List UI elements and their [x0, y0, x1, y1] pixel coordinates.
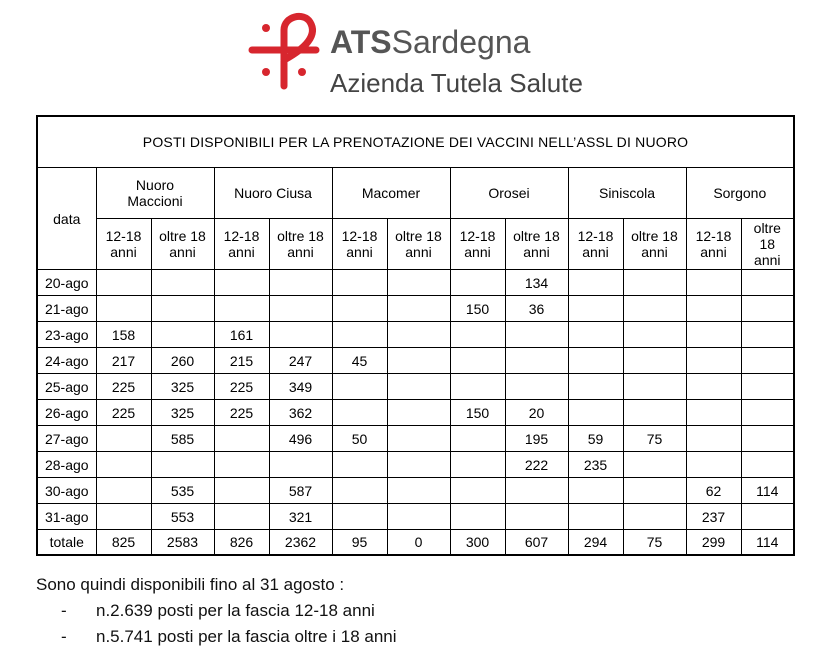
slot-count-cell	[741, 426, 794, 452]
vaccine-slots-table	[36, 115, 795, 556]
slot-count-cell: 235	[568, 452, 623, 478]
bullet-dash: -	[61, 627, 67, 646]
slot-count-cell	[741, 452, 794, 478]
slot-count-cell	[686, 348, 741, 374]
slot-count-cell: 50	[332, 426, 387, 452]
slot-count-cell: 75	[623, 426, 686, 452]
brand-rest: Sardegna	[391, 24, 531, 60]
location-header: Siniscola	[568, 168, 686, 219]
row-date: 20-ago	[37, 270, 96, 296]
brand-bold: ATS	[330, 24, 392, 60]
slot-count-cell	[741, 504, 794, 530]
slot-count-cell	[568, 478, 623, 504]
slot-count-cell: 59	[568, 426, 623, 452]
slot-count-cell: 237	[686, 504, 741, 530]
age-header: oltre 18 anni	[505, 219, 568, 270]
slot-count-cell	[450, 270, 505, 296]
slot-count-cell: 553	[151, 504, 214, 530]
total-cell: 75	[623, 530, 686, 556]
footer-summary	[36, 572, 397, 650]
slot-count-cell	[269, 296, 332, 322]
slot-count-cell	[505, 322, 568, 348]
slot-count-cell	[387, 504, 450, 530]
location-header: Macomer	[332, 168, 450, 219]
table-row	[37, 374, 794, 400]
slot-count-cell	[214, 478, 269, 504]
slot-count-cell	[741, 348, 794, 374]
slot-count-cell	[387, 478, 450, 504]
table-row	[37, 322, 794, 348]
slot-count-cell	[623, 348, 686, 374]
age-header-row	[37, 219, 794, 270]
age-header: 12-18 anni	[568, 219, 623, 270]
slot-count-cell: 225	[96, 374, 151, 400]
summary-text: n.5.741 posti per la fascia oltre i 18 anni	[96, 627, 397, 646]
table-row	[37, 348, 794, 374]
location-header: Orosei	[450, 168, 568, 219]
total-cell: 825	[96, 530, 151, 556]
slot-count-cell	[741, 374, 794, 400]
slot-count-cell: 161	[214, 322, 269, 348]
slot-count-cell	[96, 452, 151, 478]
total-cell: 0	[387, 530, 450, 556]
location-header: Nuoro Ciusa	[214, 168, 332, 219]
slot-count-cell: 150	[450, 296, 505, 322]
age-header: 12-18 anni	[96, 219, 151, 270]
slot-count-cell	[387, 270, 450, 296]
slot-count-cell: 496	[269, 426, 332, 452]
slot-count-cell: 225	[214, 374, 269, 400]
total-cell: 114	[741, 530, 794, 556]
slot-count-cell	[151, 296, 214, 322]
slot-count-cell	[96, 296, 151, 322]
age-header: 12-18 anni	[214, 219, 269, 270]
slot-count-cell	[332, 504, 387, 530]
slot-count-cell	[387, 426, 450, 452]
slot-count-cell	[332, 478, 387, 504]
slot-count-cell	[332, 270, 387, 296]
slot-count-cell	[686, 400, 741, 426]
table-body	[37, 270, 794, 556]
total-cell: 2362	[269, 530, 332, 556]
summary-intro: Sono quindi disponibili fino al 31 agosto :	[36, 575, 345, 594]
slot-count-cell: 36	[505, 296, 568, 322]
slot-count-cell: 134	[505, 270, 568, 296]
total-cell: 95	[332, 530, 387, 556]
slot-count-cell	[332, 400, 387, 426]
slot-count-cell	[623, 452, 686, 478]
slot-count-cell	[96, 504, 151, 530]
table-row	[37, 400, 794, 426]
slot-count-cell	[568, 348, 623, 374]
table-row	[37, 504, 794, 530]
slot-count-cell: 362	[269, 400, 332, 426]
slot-count-cell	[214, 504, 269, 530]
summary-text: n.2.639 posti per la fascia 12-18 anni	[96, 601, 375, 620]
row-date: 24-ago	[37, 348, 96, 374]
slot-count-cell	[505, 478, 568, 504]
bullet-dash: -	[61, 601, 67, 620]
slot-count-cell	[151, 270, 214, 296]
slot-count-cell	[741, 400, 794, 426]
slot-count-cell	[387, 452, 450, 478]
slot-count-cell: 45	[332, 348, 387, 374]
slot-count-cell	[332, 322, 387, 348]
slot-count-cell: 585	[151, 426, 214, 452]
slot-count-cell	[387, 322, 450, 348]
total-cell: 826	[214, 530, 269, 556]
table-row	[37, 426, 794, 452]
slot-count-cell	[387, 348, 450, 374]
slot-count-cell	[686, 296, 741, 322]
slot-count-cell	[741, 296, 794, 322]
slot-count-cell	[269, 322, 332, 348]
totals-row	[37, 530, 794, 556]
date-header: data	[37, 168, 96, 270]
total-cell: 2583	[151, 530, 214, 556]
row-date: 21-ago	[37, 296, 96, 322]
slot-count-cell	[151, 322, 214, 348]
slot-count-cell	[450, 452, 505, 478]
slot-count-cell	[623, 296, 686, 322]
total-cell: 299	[686, 530, 741, 556]
slot-count-cell: 217	[96, 348, 151, 374]
slot-count-cell: 247	[269, 348, 332, 374]
row-date: 25-ago	[37, 374, 96, 400]
slot-count-cell	[623, 478, 686, 504]
row-date: 27-ago	[37, 426, 96, 452]
slot-count-cell	[623, 270, 686, 296]
table-row	[37, 478, 794, 504]
location-header-row	[37, 168, 794, 219]
age-header: 12-18 anni	[450, 219, 505, 270]
age-header: oltre 18 anni	[151, 219, 214, 270]
row-date: 31-ago	[37, 504, 96, 530]
slot-count-cell	[686, 452, 741, 478]
age-header: oltre 18 anni	[741, 219, 794, 270]
slot-count-cell	[214, 426, 269, 452]
age-header: 12-18 anni	[332, 219, 387, 270]
row-date: 23-ago	[37, 322, 96, 348]
age-header: oltre 18 anni	[269, 219, 332, 270]
row-date: 28-ago	[37, 452, 96, 478]
slot-count-cell: 349	[269, 374, 332, 400]
slot-count-cell	[96, 426, 151, 452]
slot-count-cell	[387, 400, 450, 426]
slot-count-cell	[686, 270, 741, 296]
slot-count-cell	[96, 270, 151, 296]
slot-count-cell: 225	[214, 400, 269, 426]
brand-subtitle: Azienda Tutela Salute	[330, 68, 583, 98]
slot-count-cell	[568, 296, 623, 322]
summary-item-12-18	[36, 598, 397, 624]
row-date: 30-ago	[37, 478, 96, 504]
ats-logo-icon	[246, 8, 322, 94]
table-row	[37, 452, 794, 478]
slot-count-cell	[332, 296, 387, 322]
age-header: oltre 18 anni	[387, 219, 450, 270]
slot-count-cell	[623, 400, 686, 426]
slot-count-cell	[623, 504, 686, 530]
table-row	[37, 270, 794, 296]
row-date: 26-ago	[37, 400, 96, 426]
slot-count-cell: 535	[151, 478, 214, 504]
slot-count-cell	[214, 296, 269, 322]
slot-count-cell	[505, 348, 568, 374]
slot-count-cell	[568, 322, 623, 348]
slot-count-cell	[450, 348, 505, 374]
slot-count-cell	[505, 504, 568, 530]
slot-count-cell	[214, 270, 269, 296]
slot-count-cell	[686, 426, 741, 452]
slot-count-cell: 225	[96, 400, 151, 426]
slot-count-cell	[96, 478, 151, 504]
table-row	[37, 296, 794, 322]
slot-count-cell	[450, 478, 505, 504]
slot-count-cell	[332, 374, 387, 400]
total-cell: 294	[568, 530, 623, 556]
total-label: totale	[37, 530, 96, 556]
slot-count-cell	[332, 452, 387, 478]
slot-count-cell: 195	[505, 426, 568, 452]
slot-count-cell	[741, 322, 794, 348]
slot-count-cell: 587	[269, 478, 332, 504]
slot-count-cell	[741, 270, 794, 296]
brand-name	[330, 26, 530, 58]
slot-count-cell	[450, 504, 505, 530]
slot-count-cell: 150	[450, 400, 505, 426]
slot-count-cell	[450, 374, 505, 400]
slot-count-cell	[387, 374, 450, 400]
total-cell: 607	[505, 530, 568, 556]
slot-count-cell	[568, 374, 623, 400]
slot-count-cell	[387, 296, 450, 322]
total-cell: 300	[450, 530, 505, 556]
slot-count-cell: 215	[214, 348, 269, 374]
slot-count-cell	[686, 322, 741, 348]
slot-count-cell: 158	[96, 322, 151, 348]
slot-count-cell	[568, 400, 623, 426]
slot-count-cell: 114	[741, 478, 794, 504]
slot-count-cell	[450, 426, 505, 452]
summary-item-over-18	[36, 624, 397, 650]
slot-count-cell: 321	[269, 504, 332, 530]
header	[0, 0, 829, 110]
slot-count-cell	[623, 322, 686, 348]
slot-count-cell	[568, 270, 623, 296]
location-header: Nuoro Maccioni	[96, 168, 214, 219]
slot-count-cell	[269, 452, 332, 478]
slot-count-cell	[151, 452, 214, 478]
slot-count-cell: 325	[151, 374, 214, 400]
slot-count-cell: 260	[151, 348, 214, 374]
age-header: oltre 18 anni	[623, 219, 686, 270]
slot-count-cell: 62	[686, 478, 741, 504]
table-title: POSTI DISPONIBILI PER LA PRENOTAZIONE DEI VACCINI NELL’ASSL DI NUORO	[37, 116, 794, 168]
age-header: 12-18 anni	[686, 219, 741, 270]
slot-count-cell	[450, 322, 505, 348]
slot-count-cell	[686, 374, 741, 400]
slot-count-cell: 325	[151, 400, 214, 426]
slot-count-cell: 20	[505, 400, 568, 426]
slot-count-cell: 222	[505, 452, 568, 478]
location-header: Sorgono	[686, 168, 794, 219]
slot-count-cell	[568, 504, 623, 530]
slot-count-cell	[269, 270, 332, 296]
slot-count-cell	[623, 374, 686, 400]
slot-count-cell	[505, 374, 568, 400]
slot-count-cell	[214, 452, 269, 478]
